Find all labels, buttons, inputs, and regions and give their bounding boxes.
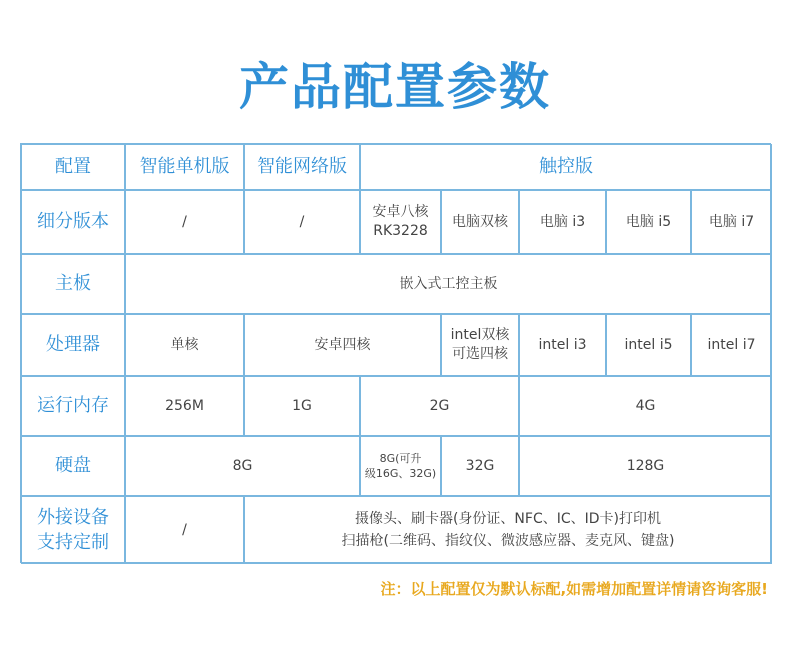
ram-single: 256M — [125, 376, 244, 436]
cpu-android: 安卓四核 — [244, 314, 441, 376]
submodel-network: / — [244, 190, 360, 254]
board-value: 嵌入式工控主板 — [125, 254, 772, 314]
row-label-board: 主板 — [21, 254, 125, 314]
row-label-cpu: 处理器 — [21, 314, 125, 376]
row-label-peripherals: 外接设备 支持定制 — [21, 496, 125, 564]
ram-touch-high: 4G — [519, 376, 772, 436]
submodel-single: / — [125, 190, 244, 254]
row-label-config: 配置 — [21, 144, 125, 190]
col-header-touch: 触控版 — [360, 144, 772, 190]
submodel-pc-i3: 电脑 i3 — [519, 190, 606, 254]
spec-table — [20, 143, 771, 563]
submodel-pc-i5: 电脑 i5 — [606, 190, 691, 254]
cpu-i7: intel i7 — [691, 314, 772, 376]
row-label-disk: 硬盘 — [21, 436, 125, 496]
cpu-single: 单核 — [125, 314, 244, 376]
footer-note: 注：以上配置仅为默认标配,如需增加配置详情请咨询客服! — [380, 580, 768, 598]
col-header-single: 智能单机版 — [125, 144, 244, 190]
disk-single-network: 8G — [125, 436, 360, 496]
page-title: 产品配置参数 — [239, 58, 551, 116]
row-label-submodel: 细分版本 — [21, 190, 125, 254]
row-label-ram: 运行内存 — [21, 376, 125, 436]
cpu-intel-dual: intel双核 可选四核 — [441, 314, 519, 376]
submodel-pc-i7: 电脑 i7 — [691, 190, 772, 254]
disk-pc-dual: 32G — [441, 436, 519, 496]
cpu-i5: intel i5 — [606, 314, 691, 376]
ram-network: 1G — [244, 376, 360, 436]
disk-android8: 8G(可升 级16G、32G) — [360, 436, 441, 496]
ram-touch-low: 2G — [360, 376, 519, 436]
disk-pc-high: 128G — [519, 436, 772, 496]
submodel-android8: 安卓八核 RK3228 — [360, 190, 441, 254]
peripherals-value: 摄像头、刷卡器(身份证、NFC、IC、ID卡)打印机 扫描枪(二维码、指纹仪、微波感应器、麦克风、键盘) — [244, 496, 772, 564]
cpu-i3: intel i3 — [519, 314, 606, 376]
peripherals-single: / — [125, 496, 244, 564]
submodel-pc-dual: 电脑双核 — [441, 190, 519, 254]
col-header-network: 智能网络版 — [244, 144, 360, 190]
